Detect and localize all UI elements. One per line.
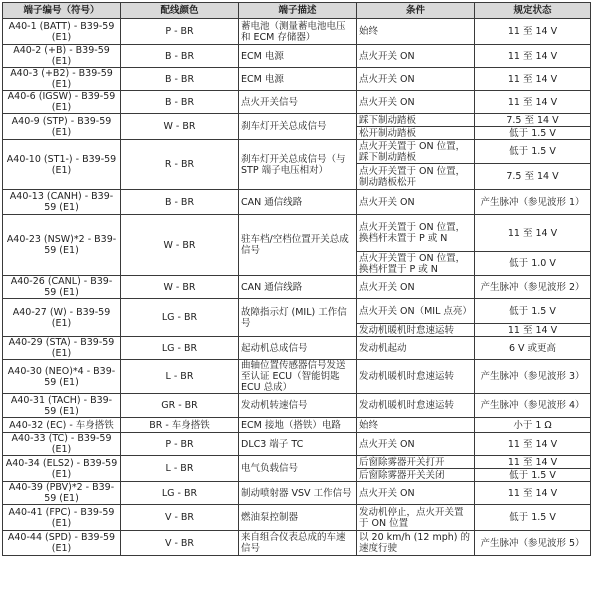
terminal-desc-cell: 燃油泵控制器 bbox=[239, 505, 357, 531]
table-body bbox=[3, 19, 591, 556]
spec-cell: 11 至 14 V bbox=[475, 324, 591, 337]
terminal-spec-table bbox=[2, 2, 591, 556]
condition-cell: 发动机起动 bbox=[357, 337, 475, 360]
spec-cell: 产生脉冲（参见波形 2） bbox=[475, 276, 591, 299]
spec-cell: 11 至 14 V bbox=[475, 215, 591, 252]
spec-cell: 7.5 至 14 V bbox=[475, 164, 591, 190]
condition-cell: 点火开关置于 ON 位置，踩下制动踏板 bbox=[357, 140, 475, 164]
spec-cell: 11 至 14 V bbox=[475, 91, 591, 114]
spec-cell: 6 V 或更高 bbox=[475, 337, 591, 360]
table-row bbox=[3, 215, 591, 252]
wire-color-cell: LG - BR bbox=[121, 337, 239, 360]
table-row bbox=[3, 456, 591, 469]
terminal-desc-cell: CAN 通信线路 bbox=[239, 276, 357, 299]
table-row bbox=[3, 505, 591, 531]
spec-cell: 低于 1.5 V bbox=[475, 299, 591, 324]
condition-cell: 后窗除雾器开关打开 bbox=[357, 456, 475, 469]
condition-cell: 点火开关 ON bbox=[357, 190, 475, 215]
terminal-cell: A40-10 (ST1-) - B39-59 (E1) bbox=[3, 140, 121, 190]
table-header-row bbox=[3, 3, 591, 19]
terminal-desc-cell: 来自组合仪表总成的车速信号 bbox=[239, 531, 357, 556]
terminal-cell: A40-30 (NEO)*4 - B39-59 (E1) bbox=[3, 360, 121, 394]
header-spec: 规定状态 bbox=[475, 3, 591, 19]
wire-color-cell: B - BR bbox=[121, 68, 239, 91]
wire-color-cell: R - BR bbox=[121, 140, 239, 190]
table-row bbox=[3, 531, 591, 556]
terminal-cell: A40-41 (FPC) - B39-59 (E1) bbox=[3, 505, 121, 531]
wire-color-cell: LG - BR bbox=[121, 299, 239, 337]
condition-cell: 松开制动踏板 bbox=[357, 127, 475, 140]
spec-cell: 产生脉冲（参见波形 3） bbox=[475, 360, 591, 394]
header-condition: 条件 bbox=[357, 3, 475, 19]
terminal-desc-cell: 发动机转速信号 bbox=[239, 394, 357, 418]
condition-cell: 发动机暖机时怠速运转 bbox=[357, 360, 475, 394]
spec-cell: 产生脉冲（参见波形 1） bbox=[475, 190, 591, 215]
wire-color-cell: BR - 车身搭铁 bbox=[121, 418, 239, 433]
terminal-desc-cell: ECM 接地（搭铁）电路 bbox=[239, 418, 357, 433]
terminal-cell: A40-1 (BATT) - B39-59 (E1) bbox=[3, 19, 121, 45]
wire-color-cell: W - BR bbox=[121, 276, 239, 299]
terminal-desc-cell: 点火开关信号 bbox=[239, 91, 357, 114]
terminal-desc-cell: 刹车灯开关总成信号 bbox=[239, 114, 357, 140]
table-row bbox=[3, 482, 591, 505]
wire-color-cell: V - BR bbox=[121, 505, 239, 531]
terminal-cell: A40-27 (W) - B39-59 (E1) bbox=[3, 299, 121, 337]
wire-color-cell: LG - BR bbox=[121, 482, 239, 505]
wire-color-cell: V - BR bbox=[121, 531, 239, 556]
table-row bbox=[3, 337, 591, 360]
terminal-cell: A40-31 (TACH) - B39-59 (E1) bbox=[3, 394, 121, 418]
condition-cell: 点火开关 ON bbox=[357, 68, 475, 91]
spec-cell: 小于 1 Ω bbox=[475, 418, 591, 433]
condition-cell: 踩下制动踏板 bbox=[357, 114, 475, 127]
terminal-cell: A40-29 (STA) - B39-59 (E1) bbox=[3, 337, 121, 360]
table-row bbox=[3, 276, 591, 299]
condition-cell: 点火开关 ON bbox=[357, 433, 475, 456]
spec-cell: 产生脉冲（参见波形 4） bbox=[475, 394, 591, 418]
terminal-desc-cell: 制动喷射器 VSV 工作信号 bbox=[239, 482, 357, 505]
header-terminal: 端子编号（符号） bbox=[3, 3, 121, 19]
header-wire-color: 配线颜色 bbox=[121, 3, 239, 19]
condition-cell: 点火开关 ON bbox=[357, 276, 475, 299]
terminal-cell: A40-2 (+B) - B39-59 (E1) bbox=[3, 45, 121, 68]
terminal-desc-cell: DLC3 端子 TC bbox=[239, 433, 357, 456]
terminal-desc-cell: 电气负载信号 bbox=[239, 456, 357, 482]
terminal-desc-cell: 刹车灯开关总成信号（与 STP 端子电压相对） bbox=[239, 140, 357, 190]
terminal-desc-cell: ECM 电源 bbox=[239, 68, 357, 91]
wire-color-cell: GR - BR bbox=[121, 394, 239, 418]
terminal-cell: A40-6 (IGSW) - B39-59 (E1) bbox=[3, 91, 121, 114]
wire-color-cell: P - BR bbox=[121, 433, 239, 456]
spec-cell: 低于 1.5 V bbox=[475, 469, 591, 482]
table-row bbox=[3, 19, 591, 45]
terminal-cell: A40-44 (SPD) - B39-59 (E1) bbox=[3, 531, 121, 556]
spec-cell: 11 至 14 V bbox=[475, 433, 591, 456]
wire-color-cell: B - BR bbox=[121, 190, 239, 215]
table-row bbox=[3, 299, 591, 324]
condition-cell: 点火开关置于 ON 位置，换档杆未置于 P 或 N bbox=[357, 215, 475, 252]
condition-cell: 点火开关置于 ON 位置，制动踏板松开 bbox=[357, 164, 475, 190]
wire-color-cell: B - BR bbox=[121, 91, 239, 114]
condition-cell: 后窗除雾器开关关闭 bbox=[357, 469, 475, 482]
terminal-cell: A40-23 (NSW)*2 - B39-59 (E1) bbox=[3, 215, 121, 276]
header-terminal-desc: 端子描述 bbox=[239, 3, 357, 19]
spec-cell: 低于 1.5 V bbox=[475, 140, 591, 164]
table-row bbox=[3, 190, 591, 215]
spec-cell: 11 至 14 V bbox=[475, 456, 591, 469]
table-row bbox=[3, 433, 591, 456]
spec-cell: 11 至 14 V bbox=[475, 68, 591, 91]
terminal-cell: A40-3 (+B2) - B39-59 (E1) bbox=[3, 68, 121, 91]
spec-cell: 11 至 14 V bbox=[475, 45, 591, 68]
terminal-desc-cell: 蓄电池（测量蓄电池电压和 ECM 存储器） bbox=[239, 19, 357, 45]
condition-cell: 点火开关 ON bbox=[357, 482, 475, 505]
condition-cell: 始终 bbox=[357, 418, 475, 433]
wire-color-cell: W - BR bbox=[121, 114, 239, 140]
terminal-cell: A40-26 (CANL) - B39-59 (E1) bbox=[3, 276, 121, 299]
table-row bbox=[3, 45, 591, 68]
condition-cell: 始终 bbox=[357, 19, 475, 45]
wire-color-cell: P - BR bbox=[121, 19, 239, 45]
terminal-desc-cell: 故障指示灯 (MIL) 工作信号 bbox=[239, 299, 357, 337]
wire-color-cell: L - BR bbox=[121, 456, 239, 482]
terminal-cell: A40-34 (ELS2) - B39-59 (E1) bbox=[3, 456, 121, 482]
terminal-desc-cell: 起动机总成信号 bbox=[239, 337, 357, 360]
wire-color-cell: W - BR bbox=[121, 215, 239, 276]
spec-cell: 11 至 14 V bbox=[475, 19, 591, 45]
spec-cell: 低于 1.5 V bbox=[475, 505, 591, 531]
condition-cell: 点火开关 ON（MIL 点亮） bbox=[357, 299, 475, 324]
condition-cell: 以 20 km/h (12 mph) 的速度行驶 bbox=[357, 531, 475, 556]
condition-cell: 发动机暖机时怠速运转 bbox=[357, 324, 475, 337]
table-row bbox=[3, 394, 591, 418]
table-row bbox=[3, 68, 591, 91]
condition-cell: 发动机暖机时怠速运转 bbox=[357, 394, 475, 418]
table-row bbox=[3, 114, 591, 127]
spec-cell: 产生脉冲（参见波形 5） bbox=[475, 531, 591, 556]
spec-cell: 7.5 至 14 V bbox=[475, 114, 591, 127]
condition-cell: 点火开关置于 ON 位置，换档杆置于 P 或 N bbox=[357, 252, 475, 276]
spec-cell: 低于 1.5 V bbox=[475, 127, 591, 140]
wire-color-cell: L - BR bbox=[121, 360, 239, 394]
wire-color-cell: B - BR bbox=[121, 45, 239, 68]
table-row bbox=[3, 360, 591, 394]
spec-cell: 低于 1.0 V bbox=[475, 252, 591, 276]
condition-cell: 点火开关 ON bbox=[357, 91, 475, 114]
terminal-cell: A40-9 (STP) - B39-59 (E1) bbox=[3, 114, 121, 140]
table-row bbox=[3, 418, 591, 433]
terminal-cell: A40-39 (PBV)*2 - B39-59 (E1) bbox=[3, 482, 121, 505]
condition-cell: 点火开关 ON bbox=[357, 45, 475, 68]
terminal-desc-cell: 驻车档/空档位置开关总成信号 bbox=[239, 215, 357, 276]
table-row bbox=[3, 140, 591, 164]
terminal-cell: A40-13 (CANH) - B39-59 (E1) bbox=[3, 190, 121, 215]
terminal-cell: A40-32 (EC) - 车身搭铁 bbox=[3, 418, 121, 433]
spec-cell: 11 至 14 V bbox=[475, 482, 591, 505]
terminal-desc-cell: ECM 电源 bbox=[239, 45, 357, 68]
terminal-cell: A40-33 (TC) - B39-59 (E1) bbox=[3, 433, 121, 456]
table-row bbox=[3, 91, 591, 114]
terminal-desc-cell: CAN 通信线路 bbox=[239, 190, 357, 215]
terminal-desc-cell: 曲轴位置传感器信号发送至认证 ECU（智能钥匙 ECU 总成） bbox=[239, 360, 357, 394]
condition-cell: 发动机停止，点火开关置于 ON 位置 bbox=[357, 505, 475, 531]
